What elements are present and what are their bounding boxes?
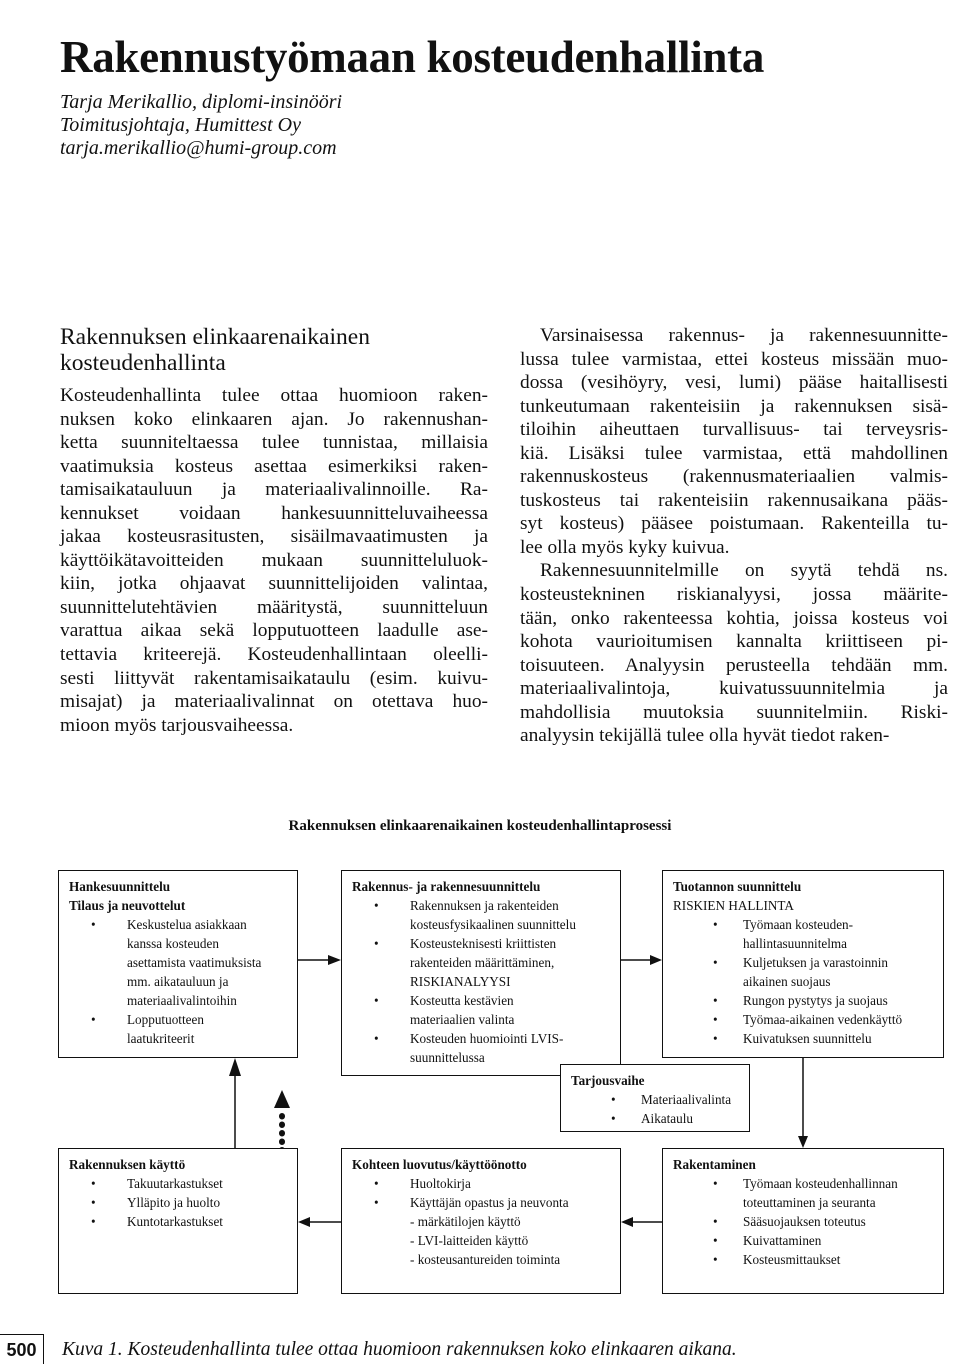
list-item: [69, 1010, 287, 1029]
list-item: [352, 991, 610, 1010]
text-line: kosteustekninen riskianalyysi, jossa määrite-: [520, 584, 948, 606]
list-item-text: Kosteutta kestävien: [410, 993, 514, 1008]
list-item-text: Sääsuojauksen toteutus: [743, 1214, 866, 1229]
list-item-text: Työmaan kosteudenhallinnan: [743, 1176, 898, 1191]
arrowhead: [328, 955, 341, 965]
bullet-icon: •: [611, 1092, 616, 1107]
box-heading: Kohteen luovutus/käyttöönotto: [352, 1157, 527, 1172]
bullet-icon: •: [713, 1233, 718, 1248]
list-item-text: Kosteusmittaukset: [743, 1252, 841, 1267]
list-item-text: RISKIANALYYSI: [410, 974, 511, 989]
box-list: [673, 915, 933, 1048]
bullet-icon: •: [374, 1176, 379, 1191]
bullet-icon: •: [713, 917, 718, 932]
page-number: 500: [0, 1334, 44, 1364]
list-item-text: Kuljetuksen ja varastoinnin: [743, 955, 889, 970]
text-line: materiaalivalintoja, kuivatussuunnitelmia ja: [520, 678, 948, 700]
list-item: [352, 896, 610, 915]
text-line: toisuuteen. Analyysin perusteella tehdään mm.: [520, 654, 948, 676]
list-item: [673, 934, 933, 953]
box-list: [69, 915, 287, 1048]
list-item: [571, 1109, 739, 1128]
bullet-icon: •: [374, 936, 379, 951]
list-item-text: materiaalien valinta: [410, 1012, 515, 1027]
arrowhead: [229, 1058, 241, 1076]
list-item: [69, 934, 287, 953]
text-line: sesti liittyvät rakentamisaikataulu (esim. kuivu-: [60, 667, 488, 689]
article-title: Rakennustyömaan kosteudenhallinta: [60, 32, 765, 82]
list-item-text: Kuivatuksen suunnittelu: [743, 1031, 872, 1046]
list-item: [69, 953, 287, 972]
list-item: [69, 915, 287, 934]
text-line: syt kosteus) pääsee poistumaan. Rakenteilla tu-: [520, 513, 948, 535]
list-item-text: Rakennuksen ja rakenteiden: [410, 898, 559, 913]
arrowhead: [650, 955, 662, 965]
list-item-text: aikainen suojaus: [743, 974, 831, 989]
list-item: [571, 1090, 739, 1109]
text-line: Varsinaisessa rakennus- ja rakennesuunnitte-: [540, 325, 948, 346]
list-item-text: Takuutarkastukset: [127, 1176, 223, 1191]
bullet-icon: •: [91, 1195, 96, 1210]
list-item: [352, 1193, 610, 1212]
list-item-text: Aikataulu: [641, 1111, 694, 1126]
box-kaytto: [58, 1148, 298, 1294]
bullet-icon: •: [713, 1031, 718, 1046]
list-item-text: Lopputuotteen: [127, 1012, 204, 1027]
list-item: [673, 1029, 933, 1048]
list-item-text: laatukriteerit: [127, 1031, 195, 1046]
list-item-text: Rungon pystytys ja suojaus: [743, 993, 888, 1008]
list-item-text: toteuttaminen ja seuranta: [743, 1195, 876, 1210]
text-line: ketta suunniteltaessa tulee tunnistaa, millaisia: [60, 432, 488, 454]
box-rakennesuunnittelu: [341, 870, 621, 1076]
author-email: tarja.merikallio@humi-group.com: [60, 137, 337, 159]
text-line: kohota vaurioitumisen kannalta kriittiseen pi-: [520, 631, 948, 653]
bullet-icon: •: [713, 1252, 718, 1267]
box-heading: Tarjousvaihe: [571, 1073, 645, 1088]
text-line: tuskosteus tai rakenteisiin rakennusaikana pääs-: [520, 489, 948, 511]
box-luovutus: [341, 1148, 621, 1294]
bullet-icon: •: [91, 1214, 96, 1229]
box-list: [352, 1174, 610, 1269]
arrowhead: [274, 1090, 290, 1108]
box-heading: Rakentaminen: [673, 1157, 756, 1172]
text-line: tään, onko rakenteessa kohtia, joissa kosteus voi: [520, 607, 948, 629]
bullet-icon: •: [374, 993, 379, 1008]
list-item-text: suunnittelussa: [410, 1050, 485, 1065]
list-item: [673, 953, 933, 972]
text-line: kiä. Lisäksi tulee varmistaa, että mahdollinen: [520, 442, 948, 464]
author-position: Toimitusjohtaja, Humittest Oy: [60, 114, 301, 136]
bullet-icon: •: [713, 955, 718, 970]
text-line: analyysin tekijällä tulee olla hyvät tiedot raken-: [520, 725, 890, 747]
list-item: [673, 1193, 933, 1212]
bullet-icon: •: [91, 1176, 96, 1191]
list-item-text: Materiaalivalinta: [641, 1092, 732, 1107]
bullet-icon: •: [611, 1111, 616, 1126]
text-line: rakennuskosteus (rakennusmateriaalien valmis-: [520, 466, 948, 488]
figure-caption: Kuva 1. Kosteudenhallinta tulee ottaa huomioon rakennuksen koko elinkaaren aikana.: [62, 1339, 737, 1360]
list-item-text: Ylläpito ja huolto: [127, 1195, 221, 1210]
list-item-text: hallintasuunnitelma: [743, 936, 848, 951]
box-heading: RISKIEN HALLINTA: [673, 898, 794, 913]
list-item: [352, 934, 610, 953]
box-heading: Tilaus ja neuvottelut: [69, 898, 186, 913]
text-line: käyttöikätavoitteiden mukaan suunnitteluluok-: [60, 549, 488, 571]
bullet-icon: •: [713, 1176, 718, 1191]
box-tuotanto: [662, 870, 944, 1058]
text-line: lussa tulee varmistaa, ettei kosteus missään muo-: [520, 348, 948, 370]
list-item: [69, 991, 287, 1010]
list-item: [352, 953, 610, 972]
bullet-icon: •: [713, 993, 718, 1008]
list-item: [69, 972, 287, 991]
list-item-text: materiaalivalintoihin: [127, 993, 237, 1008]
bullet-icon: •: [374, 1195, 379, 1210]
list-subitem: - LVI-laitteiden käyttö: [410, 1233, 529, 1248]
list-item: [673, 1212, 933, 1231]
text-line: tiloihin aiheuttaen turvallisuus- tai terveysris-: [520, 419, 948, 441]
list-item: [69, 1029, 287, 1048]
list-item: [673, 915, 933, 934]
diagram-title: Rakennuksen elinkaarenaikainen kosteudenhallintaprosessi: [288, 818, 672, 834]
list-item-text: asettamista vaatimuksista: [127, 955, 262, 970]
bullet-icon: •: [713, 1012, 718, 1027]
list-item-text: Työmaan kosteuden-: [743, 917, 854, 932]
list-item: [69, 1212, 287, 1231]
text-line: lee olla myös kyky kuivua.: [520, 536, 730, 558]
section-heading: Rakennuksen elinkaarenaikainen kosteudenhallinta: [60, 324, 370, 376]
bullet-icon: •: [374, 1031, 379, 1046]
list-item-text: rakenteiden määrittäminen,: [410, 955, 555, 970]
text-line: Kosteudenhallinta tulee ottaa huomioon raken-: [60, 385, 488, 406]
text-line: mahdollisia muutoksia suunnitelmiin. Riski-: [520, 701, 948, 723]
bullet-icon: •: [91, 1012, 96, 1027]
text-line: kennukset voidaan hankesuunnitteluvaiheessa: [60, 502, 488, 524]
box-list: [571, 1090, 739, 1128]
list-item-text: kanssa kosteuden: [127, 936, 219, 951]
list-item-text: Huoltokirja: [410, 1176, 471, 1191]
box-list: [352, 896, 610, 1067]
bullet-icon: •: [374, 898, 379, 913]
text-line: jakaa kosteusrasitusten, sisäilmavaatimusten ja: [60, 526, 488, 548]
arrowhead: [298, 1217, 310, 1227]
box-heading: Rakennuksen käyttö: [69, 1157, 186, 1172]
list-item-text: Kuntotarkastukset: [127, 1214, 223, 1229]
bullet-icon: •: [713, 1214, 718, 1229]
list-item: [352, 1010, 610, 1029]
list-item: [673, 972, 933, 991]
text-line: dossa (vesihöyry, vesi, lumi) pääse haitallisesti: [520, 372, 948, 394]
list-item: [69, 1174, 287, 1193]
list-item-text: Kosteuden huomiointi LVIS-: [410, 1031, 564, 1046]
text-line: kiin, jotka ohjaavat suunnittelijoiden valintaa,: [60, 573, 488, 595]
list-item: [673, 1231, 933, 1250]
list-subitem: - kosteusantureiden toiminta: [410, 1252, 561, 1267]
text-line: tamisaikatauluun ja materiaalivalinnoille. Ra-: [60, 479, 488, 501]
list-item-text: Käyttäjän opastus ja neuvonta: [410, 1195, 569, 1210]
list-item: [69, 1193, 287, 1212]
list-item: [673, 1010, 933, 1029]
box-list: [69, 1174, 287, 1231]
text-line: varattua aikaa sekä lopputuotteen laadulle ase-: [60, 620, 488, 642]
arrowhead: [798, 1136, 808, 1148]
box-tarjousvaihe: [560, 1064, 750, 1132]
list-item-text: Kosteusteknisesti kriittisten: [410, 936, 557, 951]
author-name: Tarja Merikallio, diplomi-insinööri: [60, 91, 343, 113]
list-item: [673, 1174, 933, 1193]
list-item-text: Keskustelua asiakkaan: [127, 917, 247, 932]
list-item: [673, 1250, 933, 1269]
text-line: misajat) ja materiaalivalinnat on otettava huo-: [60, 691, 488, 713]
text-line: Rakennesuunnitelmille on syytä tehdä ns.: [540, 560, 948, 582]
list-item: [352, 1174, 610, 1193]
text-line: suunnittelutehtävien määritystä, suunnitteluun: [60, 596, 488, 618]
text-line: mioon myös tarjousvaiheessa.: [60, 714, 294, 736]
list-item-text: Työmaa-aikainen vedenkäyttö: [743, 1012, 903, 1027]
list-item: [352, 915, 610, 934]
box-heading: Hankesuunnittelu: [69, 879, 171, 894]
box-hankesuunnittelu: [58, 870, 298, 1058]
text-line: nuksen koko elinkaaren ajan. Jo rakennushan-: [60, 408, 488, 430]
bullet-icon: •: [91, 917, 96, 932]
list-item: [352, 1029, 610, 1048]
list-item: [673, 991, 933, 1010]
arrowhead: [621, 1217, 633, 1227]
list-item: [352, 972, 610, 991]
list-subitem: - märkätilojen käyttö: [410, 1214, 521, 1229]
box-heading: Rakennus- ja rakennesuunnittelu: [352, 879, 541, 894]
list-item-text: kosteusfysikaalinen suunnittelu: [410, 917, 576, 932]
list-item-text: mm. aikatauluun ja: [127, 974, 229, 989]
text-line: tettavia kriteerejä. Kosteudenhallintaan oleelli-: [60, 644, 488, 666]
text-line: tunkeutumaan rakenteisiin ja rakennuksen sisä-: [520, 395, 948, 417]
text-line: vaatimuksia kosteus asettaa esimerkiksi raken-: [60, 455, 488, 477]
box-list: [673, 1174, 933, 1269]
box-heading: Tuotannon suunnittelu: [673, 879, 802, 894]
list-item-text: Kuivattaminen: [743, 1233, 822, 1248]
box-rakentaminen: [662, 1148, 944, 1294]
